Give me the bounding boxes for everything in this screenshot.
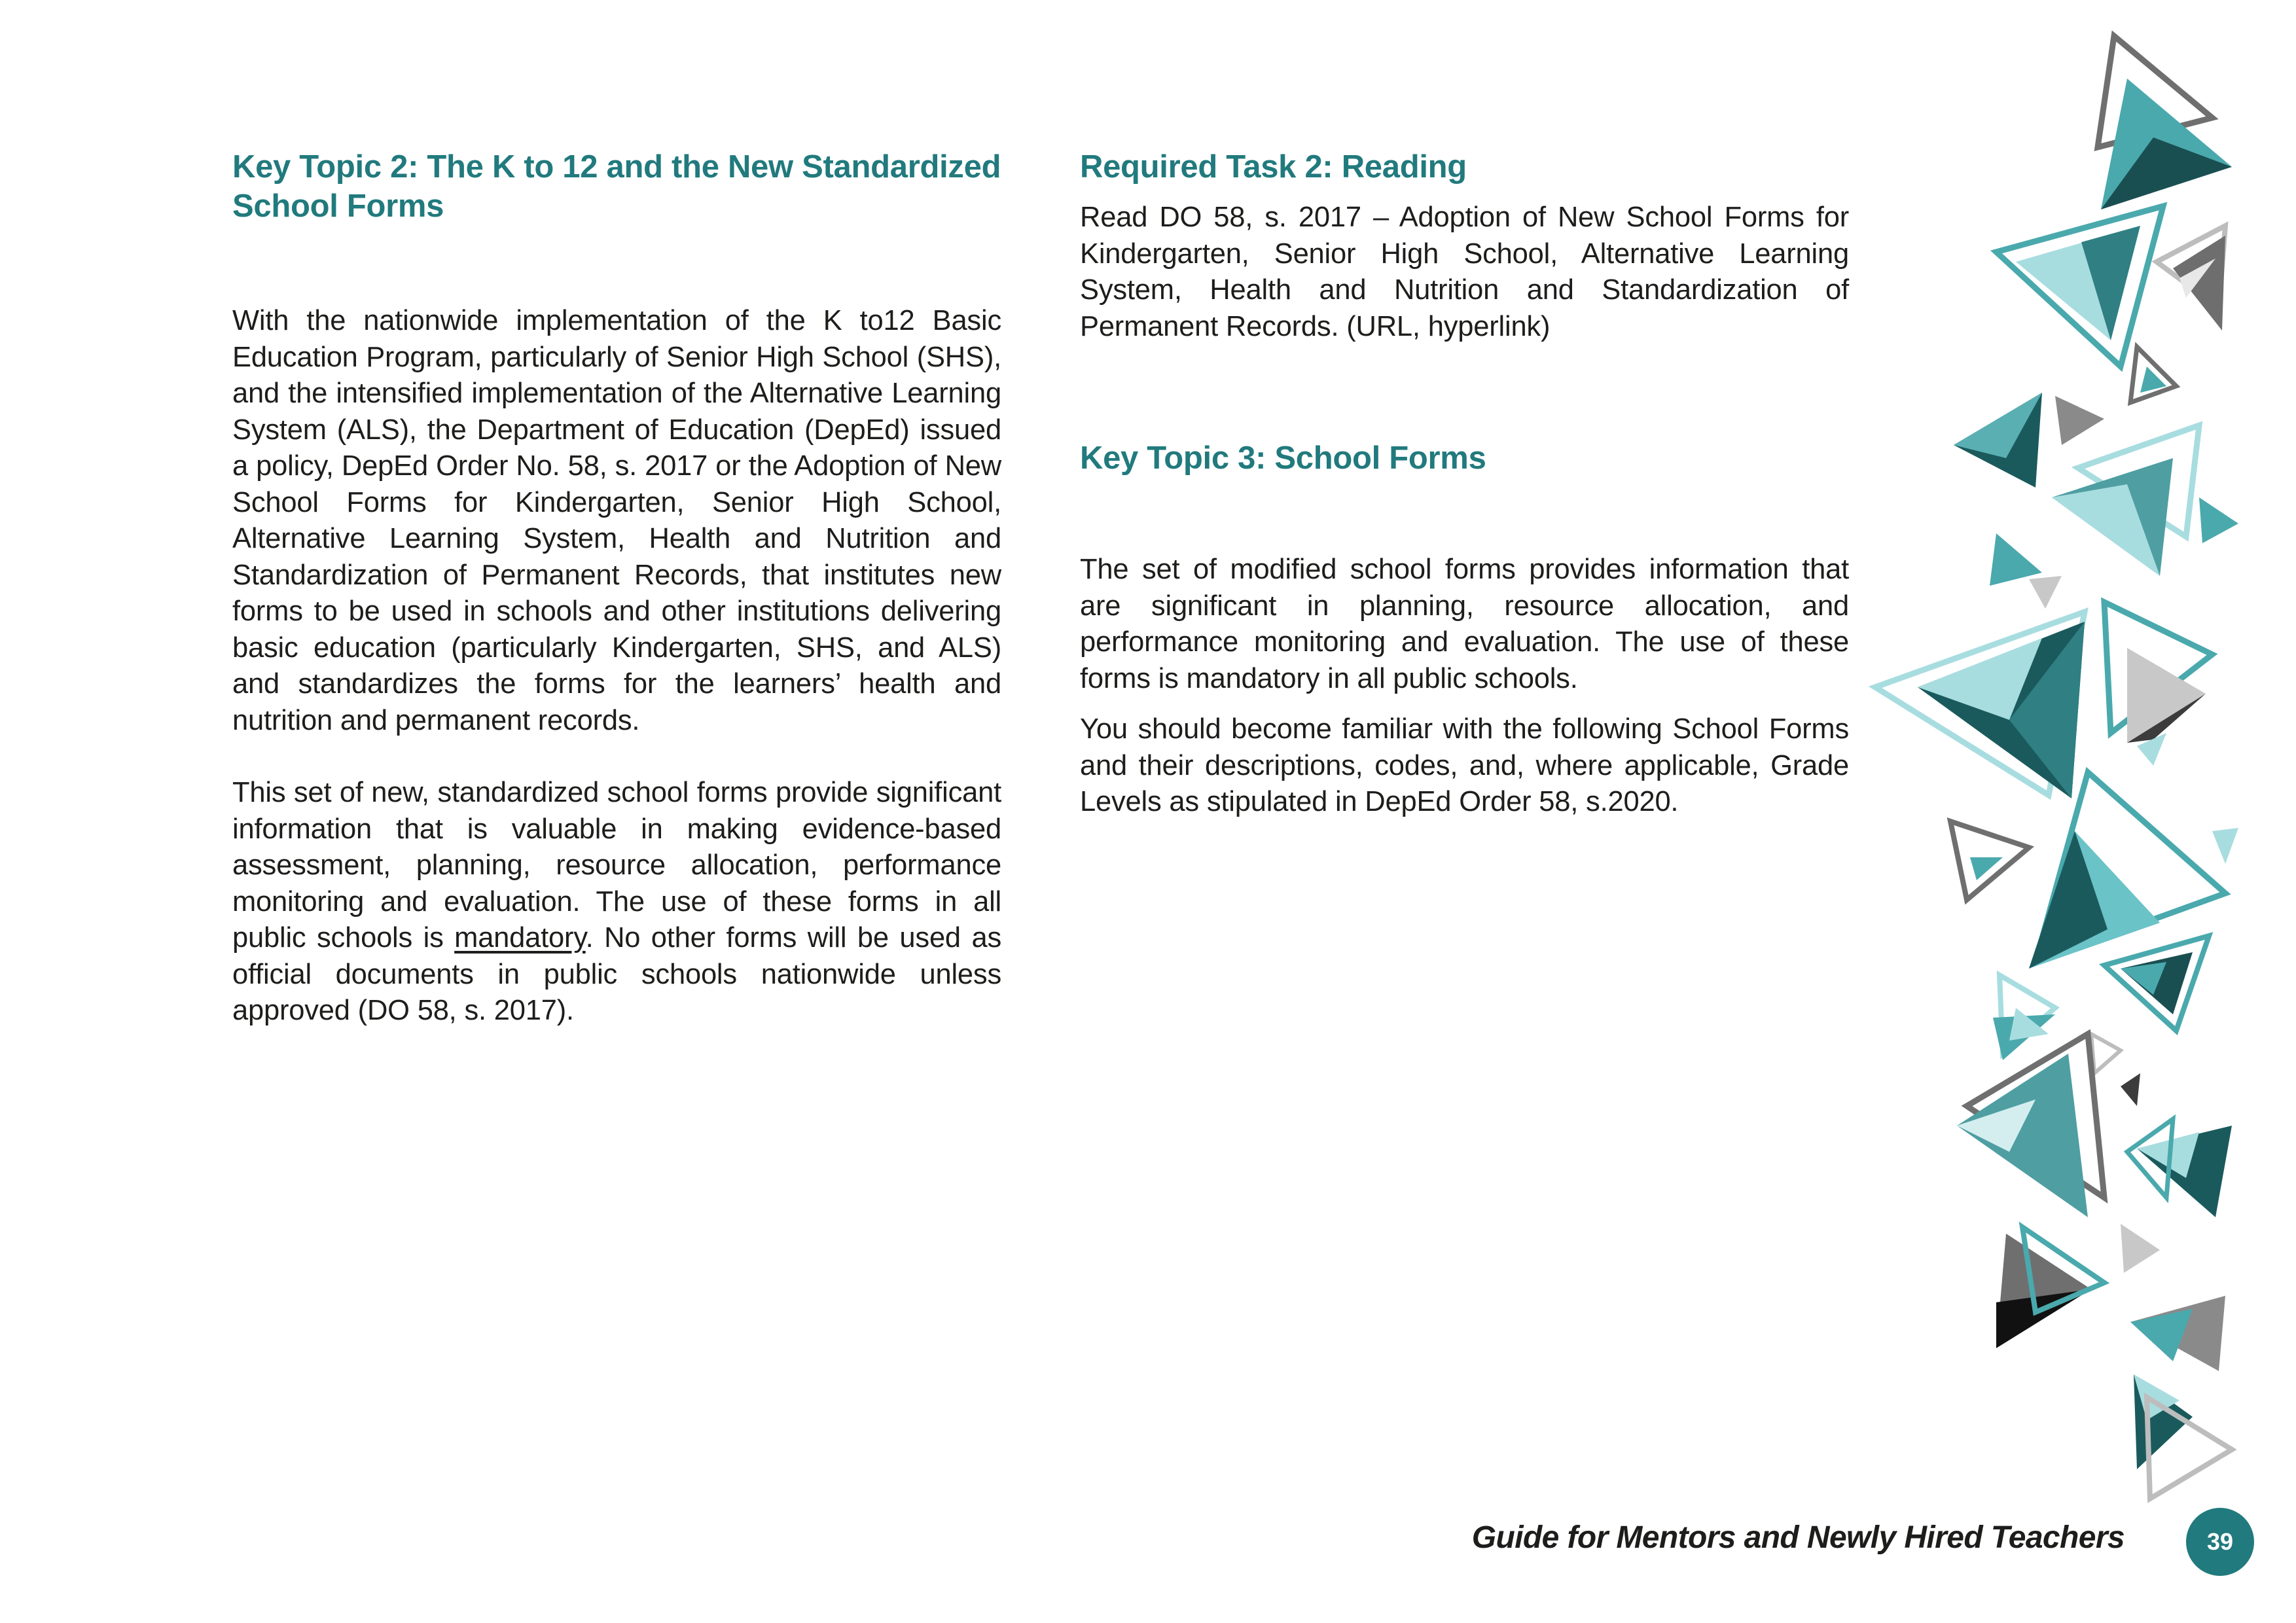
triangle-teal-4 (1990, 533, 2042, 586)
triangle-dark-small-10 (2121, 1073, 2140, 1106)
key-topic-2-heading: Key Topic 2: The K to 12 and the New Standardized School Forms (232, 149, 1001, 224)
page-number-badge (2186, 1508, 2254, 1576)
key-topic-3-paragraph-1: The set of modified school forms provides information that are significant in planning, resource allocation, and performance monitoring and evaluation. The use of these forms is mandatory in all public schools. (1080, 554, 1849, 694)
required-task-2-heading: Required Task 2: Reading (1080, 149, 1467, 185)
key-topic-2-paragraph-1: With the nationwide implementation of the K to12 Basic Education Program, particularly of Senior High School (SHS), and the intensified implementation of the Alternative Learning System (ALS), the Department of Education (DepEd) issued a policy, DepEd Order No. 58, s. 2017 or the Adoption of New School Forms for Kindergarten, Senior High School, Alternative Learning System, Health and Nutrition and Standardization of Permanent Records, that institutes new forms to be used in schools and other institutions delivering basic education (particularly Kindergarten, SHS, and ALS) and standardizes the forms for the learners’ health and nutrition and permanent records. (232, 305, 1001, 736)
triangle-gray-5 (2127, 648, 2206, 743)
triangle-pattern-icon (1846, 0, 2265, 1518)
key-topic-2-paragraph-2 (232, 775, 1001, 1029)
key-topic-3-paragraph-2: You should become familiar with the following School Forms and their descriptions, codes, and, where applicable, Grade Levels as stipulated in DepEd Order 58, s.2020. (1080, 713, 1849, 817)
triangle-dark-7 (2029, 831, 2108, 969)
paragraph-2-text-end: . No other forms will be used as official documents in public schools nationwide unless approved (DO 58, s. 2017). (232, 922, 1001, 1026)
paragraph-2-text-start: This set of new, standardized school forms provide significant information that is valuable in making evidence-based assessment, planning, resource allocation, performance monitoring and evaluation. The use of these forms in all public schools is (232, 777, 1001, 954)
required-task-2-text: Read DO 58, s. 2017 – Adoption of New School Forms for Kindergarten, Senior High School, Alternative Learning System, Health and Nutrition and Standardization of Permanent Records. (URL, hyperlink) (1080, 202, 1849, 342)
left-column (232, 147, 1001, 1029)
triangle-outline-small-9 (2091, 1034, 2121, 1073)
key-topic-3-heading: Key Topic 3: School Forms (1080, 440, 1486, 476)
mandatory-emphasis: mandatory (454, 922, 586, 954)
footer-title: Guide for Mentors and Newly Hired Teachers (1471, 1520, 2125, 1555)
triangle-light-small-7 (2212, 828, 2238, 864)
page-number: 39 (2206, 1528, 2234, 1555)
triangle-light-gray-12 (2121, 1224, 2160, 1273)
triangle-teal-small-2 (2199, 497, 2238, 543)
triangle-gray-2 (2055, 396, 2104, 445)
triangle-light-gray-4 (2029, 576, 2062, 609)
right-column (1080, 147, 1849, 821)
